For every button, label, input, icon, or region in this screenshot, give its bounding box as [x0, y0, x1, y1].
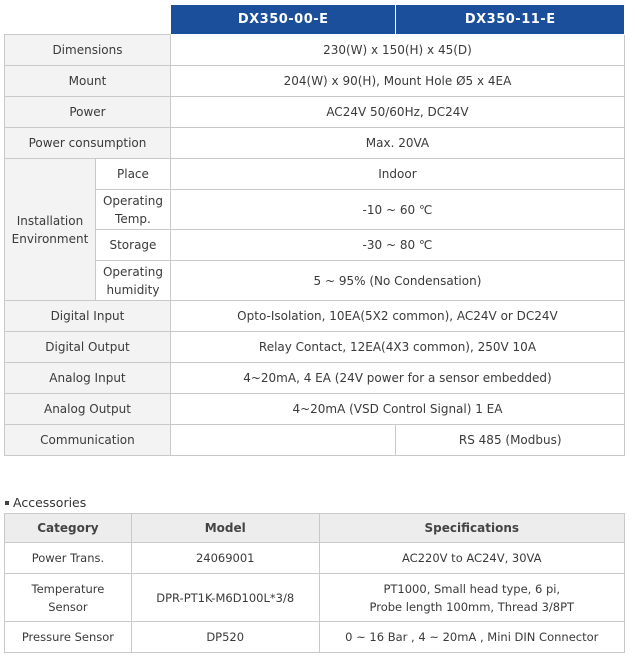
spec-value: Indoor [170, 159, 624, 190]
acc-category: Power Trans. [5, 543, 132, 574]
acc-row-pressure-sensor [5, 622, 625, 653]
spec-value: Opto-Isolation, 10EA(5X2 common), AC24V or DC24V [170, 301, 624, 332]
spec-value: 230(W) x 150(H) x 45(D) [170, 35, 624, 66]
accessories-table [4, 513, 625, 653]
acc-header-specifications: Specifications [319, 514, 624, 543]
acc-spec-line1: PT1000, Small head type, 6 pi, [383, 581, 561, 596]
spec-sublabel-operating-humidity [95, 261, 170, 301]
acc-model: 24069001 [131, 543, 319, 574]
installation-label-line1: Installation [16, 213, 84, 228]
installation-label-line2: Environment [11, 231, 89, 246]
spec-row-power [5, 97, 625, 128]
spec-value: 5 ~ 95% (No Condensation) [170, 261, 624, 301]
acc-category-line1: Temperature [31, 581, 105, 596]
spec-value: Max. 20VA [170, 128, 624, 159]
spec-label: Dimensions [5, 35, 171, 66]
operating-temp-line1: Operating [102, 193, 163, 208]
spec-value-col1 [170, 425, 396, 456]
acc-header-category: Category [5, 514, 132, 543]
spec-value: 4~20mA (VSD Control Signal) 1 EA [170, 394, 624, 425]
spec-row-dimensions [5, 35, 625, 66]
operating-temp-line2: Temp. [115, 211, 151, 226]
spec-label: Power consumption [5, 128, 171, 159]
spec-row-digital-input [5, 301, 625, 332]
spec-sublabel-storage: Storage [95, 230, 170, 261]
spec-label: Power [5, 97, 171, 128]
spec-label: Digital Output [5, 332, 171, 363]
spec-sublabel-place: Place [95, 159, 170, 190]
spec-row-storage [5, 230, 625, 261]
spec-label-installation-environment [5, 159, 96, 301]
spec-value: 4~20mA, 4 EA (24V power for a sensor embedded) [170, 363, 624, 394]
spec-label: Digital Input [5, 301, 171, 332]
spec-value: -30 ~ 80 ℃ [170, 230, 624, 261]
acc-model: DP520 [131, 622, 319, 653]
spec-value-col2: RS 485 (Modbus) [396, 425, 625, 456]
acc-row-temperature-sensor [5, 574, 625, 622]
spec-label: Analog Input [5, 363, 171, 394]
spec-value: 204(W) x 90(H), Mount Hole Ø5 x 4EA [170, 66, 624, 97]
spec-row-digital-output [5, 332, 625, 363]
operating-humidity-line2: humidity [106, 282, 160, 297]
spec-header-dx350-11-e: DX350-11-E [396, 5, 625, 35]
acc-model: DPR-PT1K-M6D100L*3/8 [131, 574, 319, 622]
spec-header-blank [5, 5, 171, 35]
accessories-title-text: Accessories [13, 495, 87, 510]
acc-category-line2: Sensor [48, 599, 88, 614]
acc-spec-line2: Probe length 100mm, Thread 3/8PT [369, 599, 575, 614]
accessories-header-row [5, 514, 625, 543]
operating-humidity-line1: Operating [102, 264, 163, 279]
spec-row-analog-output [5, 394, 625, 425]
spec-header-dx350-00-e: DX350-00-E [170, 5, 396, 35]
acc-row-power-trans [5, 543, 625, 574]
bullet-square-icon [5, 501, 9, 505]
spec-value: -10 ~ 60 ℃ [170, 190, 624, 230]
spec-row-place [5, 159, 625, 190]
spec-value: AC24V 50/60Hz, DC24V [170, 97, 624, 128]
spec-label: Communication [5, 425, 171, 456]
spec-row-analog-input [5, 363, 625, 394]
spec-row-power-consumption [5, 128, 625, 159]
acc-spec: 0 ~ 16 Bar , 4 ~ 20mA , Mini DIN Connector [319, 622, 624, 653]
acc-header-model: Model [131, 514, 319, 543]
accessories-title [5, 495, 86, 510]
spec-row-mount [5, 66, 625, 97]
spec-row-operating-temp [5, 190, 625, 230]
spec-label: Analog Output [5, 394, 171, 425]
spec-row-operating-humidity [5, 261, 625, 301]
acc-category: Pressure Sensor [5, 622, 132, 653]
acc-spec [319, 574, 624, 622]
spec-value: Relay Contact, 12EA(4X3 common), 250V 10A [170, 332, 624, 363]
acc-spec: AC220V to AC24V, 30VA [319, 543, 624, 574]
acc-category [5, 574, 132, 622]
spec-header-row [5, 5, 625, 35]
spec-label: Mount [5, 66, 171, 97]
spec-row-communication [5, 425, 625, 456]
spec-sublabel-operating-temp [95, 190, 170, 230]
spec-table [4, 5, 625, 456]
